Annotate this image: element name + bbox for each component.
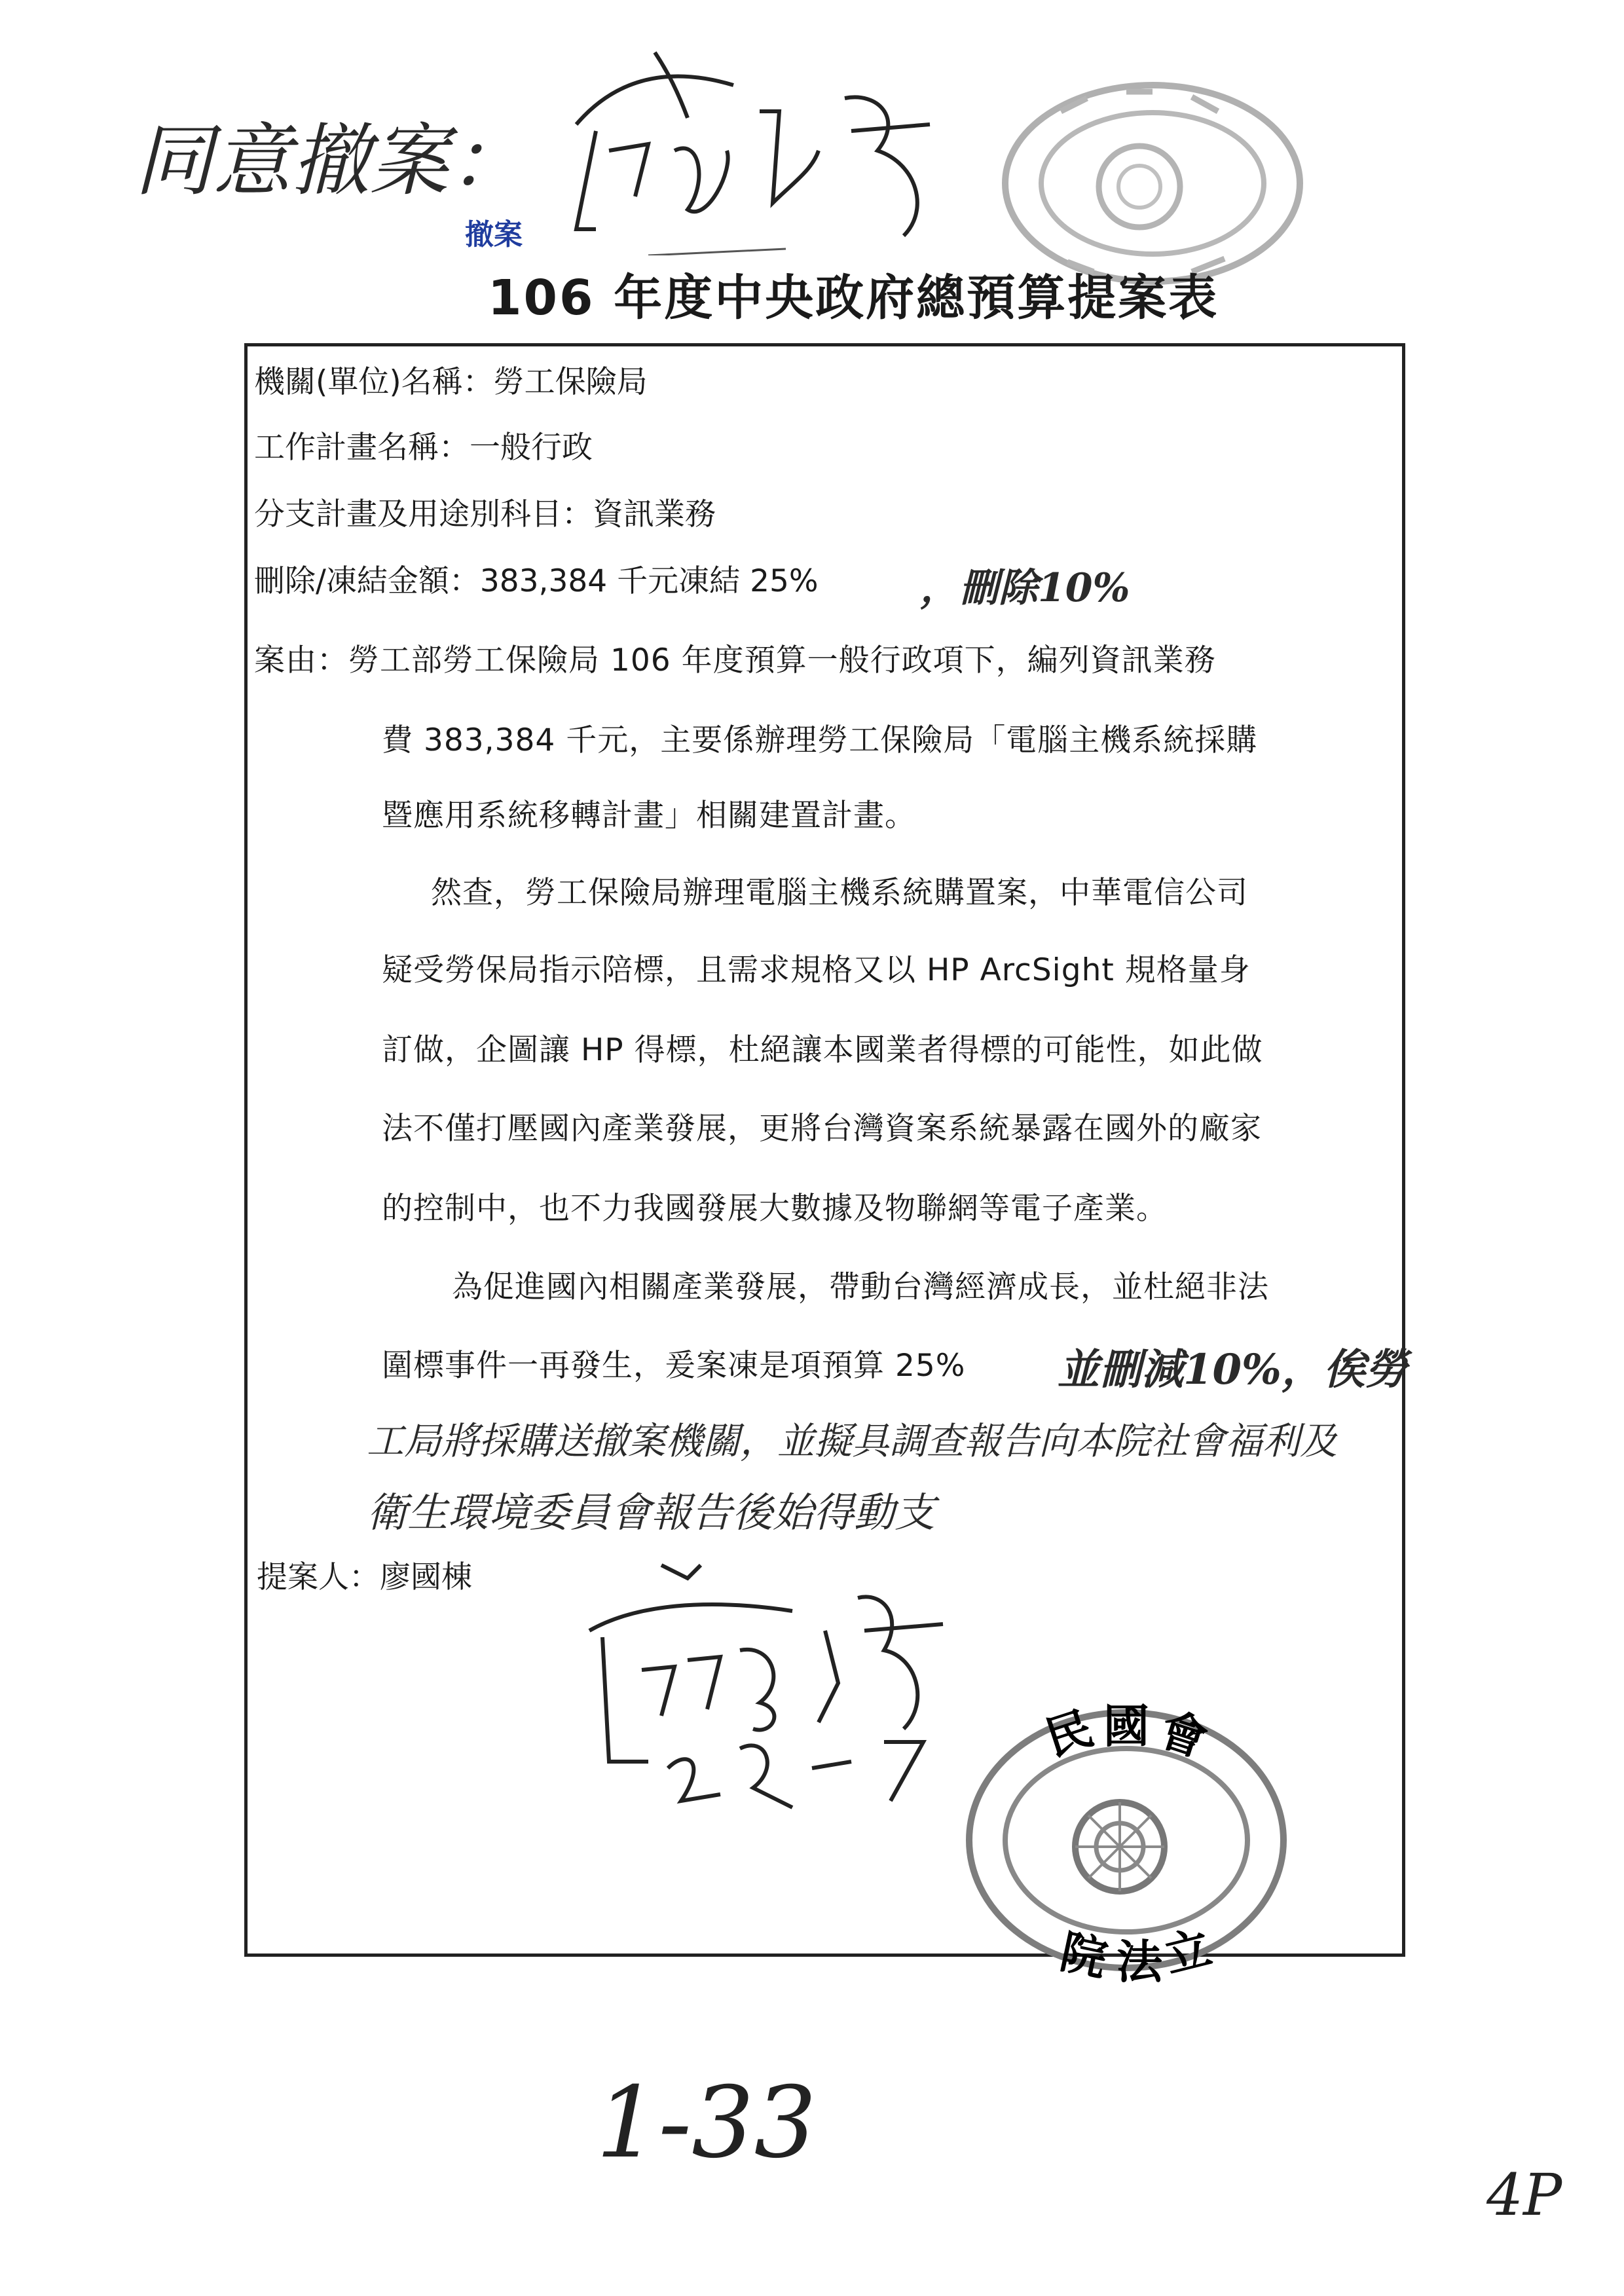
form-title: 106 年度中央政府總預算提案表: [488, 270, 1219, 326]
handwritten-line: 衛生環境委員會報告後始得動支: [367, 1489, 936, 1536]
reason-line: 的控制中，也不力我國發展大數據及物聯網等電子產業。: [382, 1191, 1168, 1227]
handwritten-insert: 並刪減10%，俟勞: [1058, 1345, 1407, 1394]
svg-text:院: 院: [1056, 1924, 1112, 1987]
reason-line: 費 383,384 千元，主要係辦理勞工保險局「電腦主機系統採購: [382, 722, 1258, 758]
reason-line: 圍標事件一再發生，爰案凍是項預算 25%: [382, 1348, 966, 1384]
reason-line: 案由：勞工部勞工保險局 106 年度預算一般行政項下，編列資訊業務: [254, 642, 1216, 678]
top-signature: [537, 39, 956, 255]
reason-line: 訂做，企圖讓 HP 得標，杜絕讓本國業者得標的可能性，如此做: [382, 1032, 1263, 1068]
sub-plan-field: 分支計畫及用途別科目：資訊業務: [254, 496, 716, 532]
withdrawn-stamp-label: 撤案: [465, 218, 523, 251]
proposer-signature: [576, 1552, 1022, 1853]
proposer-field: 提案人：廖國棟: [257, 1559, 472, 1595]
handwritten-approval-note: 同意撤案：: [134, 116, 527, 207]
handwritten-line: 工局將採購送撤案機關，並擬具調查報告向本院社會福利及: [367, 1420, 1337, 1463]
svg-text:國: 國: [1103, 1699, 1149, 1753]
reason-line: 然查，勞工保險局辦理電腦主機系統購置案，中華電信公司: [431, 875, 1248, 911]
svg-text:民: 民: [1039, 1700, 1099, 1766]
svg-text:會: 會: [1153, 1701, 1214, 1768]
svg-text:立: 立: [1159, 1919, 1217, 1984]
reason-line: 暨應用系統移轉計畫」相關建置計畫。: [382, 798, 916, 834]
official-seal-bottom: [956, 1696, 1297, 1997]
work-plan-field: 工作計畫名稱：一般行政: [254, 430, 593, 466]
page-number: 1-33: [596, 2066, 817, 2180]
sheet-number: 4P: [1486, 2161, 1562, 2229]
reason-line: 疑受勞保局指示陪標，且需求規格又以 HP ArcSight 規格量身: [382, 952, 1251, 988]
reason-line: 法不僅打壓國內產業發展，更將台灣資案系統暴露在國外的廠家: [382, 1111, 1262, 1147]
reason-line: 為促進國內相關產業發展，帶動台灣經濟成長，並杜絕非法: [452, 1269, 1269, 1305]
svg-text:法: 法: [1116, 1935, 1162, 1989]
amount-handwritten-addition: ，刪除10%: [920, 565, 1130, 611]
amount-field: 刪除/凍結金額：383,384 千元凍結 25%: [254, 563, 819, 599]
agency-name-field: 機關(單位)名稱：勞工保險局: [254, 364, 648, 400]
